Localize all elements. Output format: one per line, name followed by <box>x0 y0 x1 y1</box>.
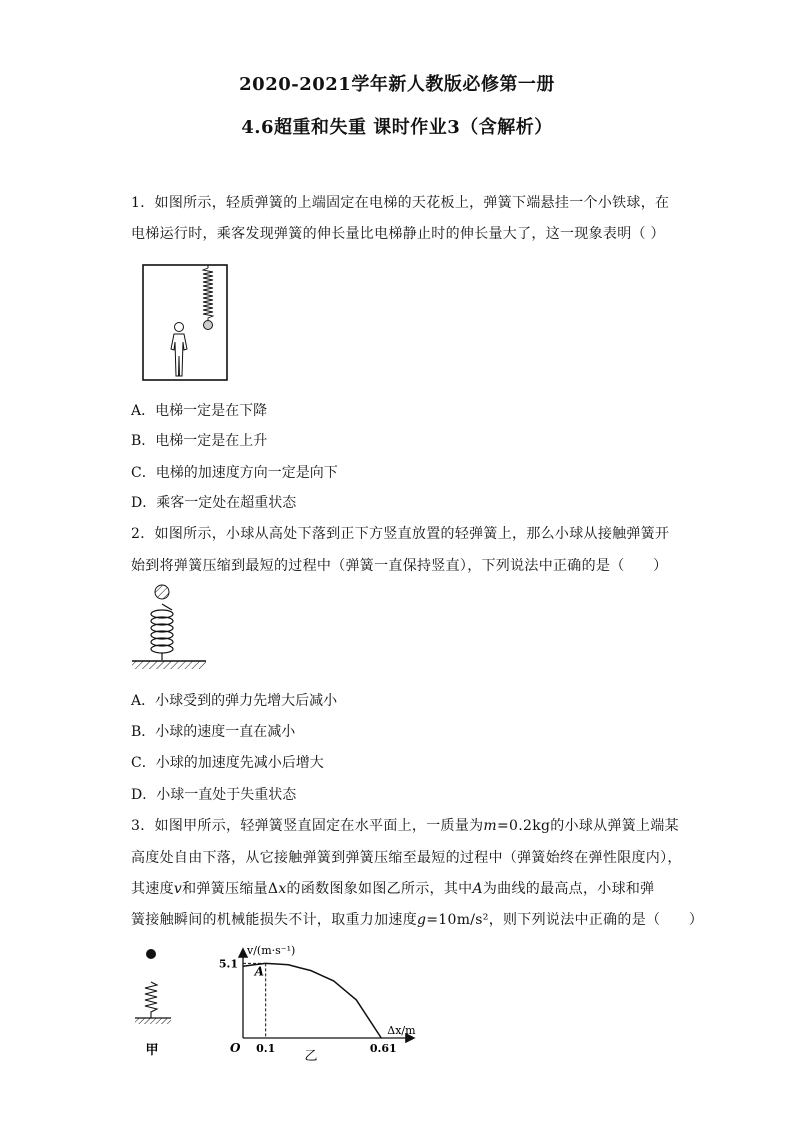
q2-option-c[interactable]: C．小球的加速度先减小后增大 <box>131 755 324 771</box>
y-axis-label: v/(m·s⁻¹) <box>247 944 296 957</box>
q3-var-m: m <box>483 818 497 834</box>
q2-number: 2． <box>131 526 155 542</box>
q3-line3 <box>131 878 654 898</box>
q2-text-line1: 如图所示，小球从高处下落到正下方竖直放置的轻弹簧上，那么小球从接触弹簧开 <box>154 526 670 542</box>
q3-var-A: A <box>472 881 483 897</box>
origin-label: O <box>230 1041 241 1055</box>
q1-option-a[interactable]: A．电梯一定是在下降 <box>131 403 268 419</box>
q2-line2: 始到将弹簧压缩到最短的过程中（弹簧一直保持竖直），下列说法中正确的是（ ） <box>131 558 668 574</box>
q3-text-4b: =10m/s²，则下列说法中正确的是（ ） <box>426 912 704 928</box>
fig-label-jia: 甲 <box>145 1043 159 1058</box>
spring-icon <box>145 982 157 1018</box>
q1-number: 1． <box>131 195 155 211</box>
q3-text-3b: 和弹簧压缩量Δ <box>182 881 279 897</box>
q1-text-line1: 如图所示，轻质弹簧的上端固定在电梯的天花板上，弹簧下端悬挂一个小铁球，在 <box>154 195 670 211</box>
page-title-line2: 4.6超重和失重 课时作业3（含解析） <box>241 117 553 138</box>
elevator-box <box>143 265 227 380</box>
passenger-icon <box>171 323 187 377</box>
fig-label-yi: 乙 <box>304 1049 318 1064</box>
q2-line1 <box>131 523 669 543</box>
q3-text-3c: 的函数图象如图乙所示，其中 <box>286 881 473 897</box>
spring-icon <box>203 268 213 320</box>
q1-line1 <box>131 192 669 212</box>
q3-text-1b: =0.2kg的小球从弹簧上端某 <box>497 818 679 834</box>
x-axis-label: Δx/m <box>387 1024 416 1037</box>
q3-var-g: g <box>417 912 427 928</box>
q3-text-3d: 为曲线的最高点，小球和弹 <box>482 881 655 897</box>
y-tick-label: 5.1 <box>218 957 238 971</box>
ground-hatch <box>132 661 206 669</box>
q3-line2: 高度处自由下落，从它接触弹簧到弹簧压缩至最短的过程中（弹簧始终在弹性限度内）， <box>131 850 682 866</box>
q2-spring-figure <box>130 582 210 678</box>
coil-spring-icon <box>151 604 173 660</box>
ground-hatch <box>135 1018 171 1024</box>
q3-text-3a: 其速度 <box>131 881 174 897</box>
q3-figure-jia <box>130 942 180 1066</box>
q1-line2: 电梯运行时，乘客发现弹簧的伸长量比电梯静止时的伸长量大了，这一现象表明（ ） <box>131 226 665 242</box>
q3-var-x: x <box>278 881 287 897</box>
q1-option-c[interactable]: C．电梯的加速度方向一定是向下 <box>131 465 338 481</box>
q2-option-a[interactable]: A．小球受到的弹力先增大后减小 <box>131 693 338 709</box>
x-tick-label: 0.1 <box>256 1042 276 1055</box>
q3-number: 3． <box>131 818 155 834</box>
q2-option-d[interactable]: D．小球一直处于失重状态 <box>131 787 297 803</box>
q3-text-1a: 如图甲所示，轻弹簧竖直固定在水平面上，一质量为 <box>154 818 484 834</box>
x-tick-label: 0.61 <box>369 1042 397 1055</box>
q3-line1 <box>131 815 679 835</box>
q1-elevator-figure <box>142 264 228 386</box>
iron-ball-icon <box>204 321 213 330</box>
peak-label: A <box>254 964 264 979</box>
q3-figure-yi <box>215 942 420 1071</box>
q3-text-4a: 簧接触瞬间的机械能损失不计，取重力加速度 <box>131 912 417 928</box>
ball-icon <box>146 949 156 959</box>
q3-line4 <box>131 909 703 929</box>
page-title-line1: 2020-2021学年新人教版必修第一册 <box>239 74 555 95</box>
q1-option-b[interactable]: B．电梯一定是在上升 <box>131 433 268 449</box>
q2-option-b[interactable]: B．小球的速度一直在减小 <box>131 724 296 740</box>
ball-icon <box>155 585 169 599</box>
q1-option-d[interactable]: D．乘客一定处在超重状态 <box>131 495 297 511</box>
q3-var-v: v <box>173 881 183 897</box>
